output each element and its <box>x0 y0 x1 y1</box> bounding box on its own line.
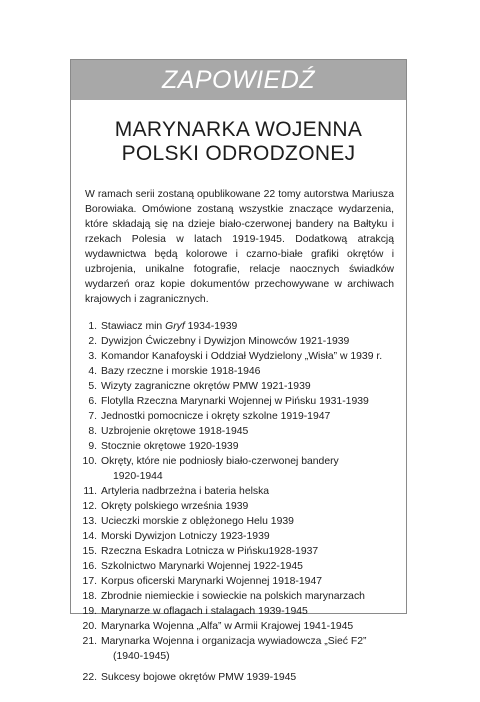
volume-number: 8. <box>88 426 97 437</box>
volume-title: Uzbrojenie okrętowe 1918-1945 <box>101 426 249 437</box>
volume-title-continuation: (1940-1945) <box>113 651 170 662</box>
volume-number: 18. <box>82 591 97 602</box>
volume-item <box>71 574 396 589</box>
volume-number: 9. <box>88 441 97 452</box>
volume-title: Wizyty zagraniczne okrętów PMW 1921-1939 <box>101 381 311 392</box>
volume-number: 16. <box>82 561 97 572</box>
volume-title: Morski Dywizjon Lotniczy 1923-1939 <box>101 531 270 542</box>
volume-title: Marynarze w oflagach i stalagach 1939-1945 <box>101 606 308 617</box>
volume-title: Okręty, które nie podniosły biało-czerwonej bandery <box>101 456 339 467</box>
announcement-box <box>70 59 407 683</box>
volume-number: 13. <box>82 516 97 527</box>
volume-item <box>71 619 396 634</box>
volume-number: 22. <box>82 672 97 683</box>
series-title <box>71 118 406 166</box>
volume-number: 10. <box>82 456 97 467</box>
volume-item <box>71 529 396 544</box>
volume-number: 20. <box>82 621 97 632</box>
series-title-line-1: MARYNARKA WOJENNA <box>114 118 363 141</box>
volume-item <box>71 454 396 484</box>
volume-title: Rzeczna Eskadra Lotnicza w Pińsku1928-1937 <box>101 546 319 557</box>
volume-item <box>71 589 396 604</box>
volume-number: 3. <box>88 351 97 362</box>
volume-item <box>71 349 396 364</box>
volume-number: 7. <box>88 411 97 422</box>
volume-title: Jednostki pomocnicze i okręty szkolne 1919-1947 <box>101 411 331 422</box>
volume-number: 21. <box>82 636 97 647</box>
volume-item <box>71 424 396 439</box>
volume-item <box>71 484 396 499</box>
volume-item <box>71 634 396 664</box>
volume-number: 1. <box>88 321 97 332</box>
volume-title: Dywizjon Ćwiczebny i Dywizjon Minowców 1921-1939 <box>101 336 350 347</box>
volume-title: Okręty polskiego września 1939 <box>101 501 249 512</box>
volume-number: 14. <box>82 531 97 542</box>
volume-title: Sukcesy bojowe okrętów PMW 1939-1945 <box>101 672 297 683</box>
volume-number: 12. <box>82 501 97 512</box>
volume-list <box>71 319 396 685</box>
volume-title: Marynarka Wojenna „Alfa” w Armii Krajowej 1941-1945 <box>101 621 354 632</box>
volume-title: Marynarka Wojenna i organizacja wywiadowcza „Sieć F2” <box>101 636 367 647</box>
volume-item <box>71 514 396 529</box>
series-title-line-2: POLSKI ODRODZONEJ <box>121 142 356 165</box>
volume-title: Stawiacz min Gryf 1934-1939 <box>101 321 238 332</box>
volume-number: 5. <box>88 381 97 392</box>
volume-item <box>71 379 396 394</box>
ship-name: Gryf <box>165 321 185 332</box>
volume-title: Komandor Kanafoyski i Oddział Wydzielony „Wisła” w 1939 r. <box>101 351 383 362</box>
volume-item <box>71 394 396 409</box>
volume-number: 6. <box>88 396 97 407</box>
volume-item <box>71 409 396 424</box>
series-description: W ramach serii zostaną opublikowane 22 tomy autorstwa Mariusza Borowiaka. Omówione zostaną wszystkie znaczące wydarzenia, które składają się na dzieje biało-czerwonej bandery na Bałtyku i rzekach Polesia w latach 1919-1945. Dodatkową atrakcją wydawnictwa będą kolorowe i czarno-białe grafiki okrętów i uzbrojenia, unikalne fotografie, relacje naocznych świadków wydarzeń oraz kopie dokumentów przechowywane w archiwach krajowych i zagranicznych. <box>85 189 394 305</box>
volume-title: Stocznie okrętowe 1920-1939 <box>101 441 239 452</box>
volume-title: Korpus oficerski Marynarki Wojennej 1918-1947 <box>101 576 323 587</box>
volume-item <box>71 334 396 349</box>
volume-item <box>71 544 396 559</box>
volume-number: 4. <box>88 366 97 377</box>
volume-number: 17. <box>82 576 97 587</box>
volume-item <box>71 499 396 514</box>
volume-number: 2. <box>88 336 97 347</box>
volume-number: 11. <box>83 486 97 497</box>
volume-title: Bazy rzeczne i morskie 1918-1946 <box>101 366 261 377</box>
volume-item <box>71 364 396 379</box>
volume-number: 19. <box>82 606 97 617</box>
volume-item <box>71 559 396 574</box>
volume-title: Flotylla Rzeczna Marynarki Wojennej w Pińsku 1931-1939 <box>101 396 369 407</box>
volume-number: 15. <box>82 546 97 557</box>
volume-item <box>71 319 396 334</box>
volume-title: Szkolnictwo Marynarki Wojennej 1922-1945 <box>101 561 303 572</box>
volume-title: Ucieczki morskie z oblężonego Helu 1939 <box>101 516 294 527</box>
announcement-header: ZAPOWIEDŹ <box>71 60 406 100</box>
volume-item <box>71 670 396 685</box>
volume-title: Artyleria nadbrzeżna i bateria helska <box>101 486 270 497</box>
volume-title-continuation: 1920-1944 <box>113 471 163 482</box>
volume-title: Zbrodnie niemieckie i sowieckie na polskich marynarzach <box>101 591 365 602</box>
volume-item <box>71 439 396 454</box>
volume-item <box>71 604 396 619</box>
